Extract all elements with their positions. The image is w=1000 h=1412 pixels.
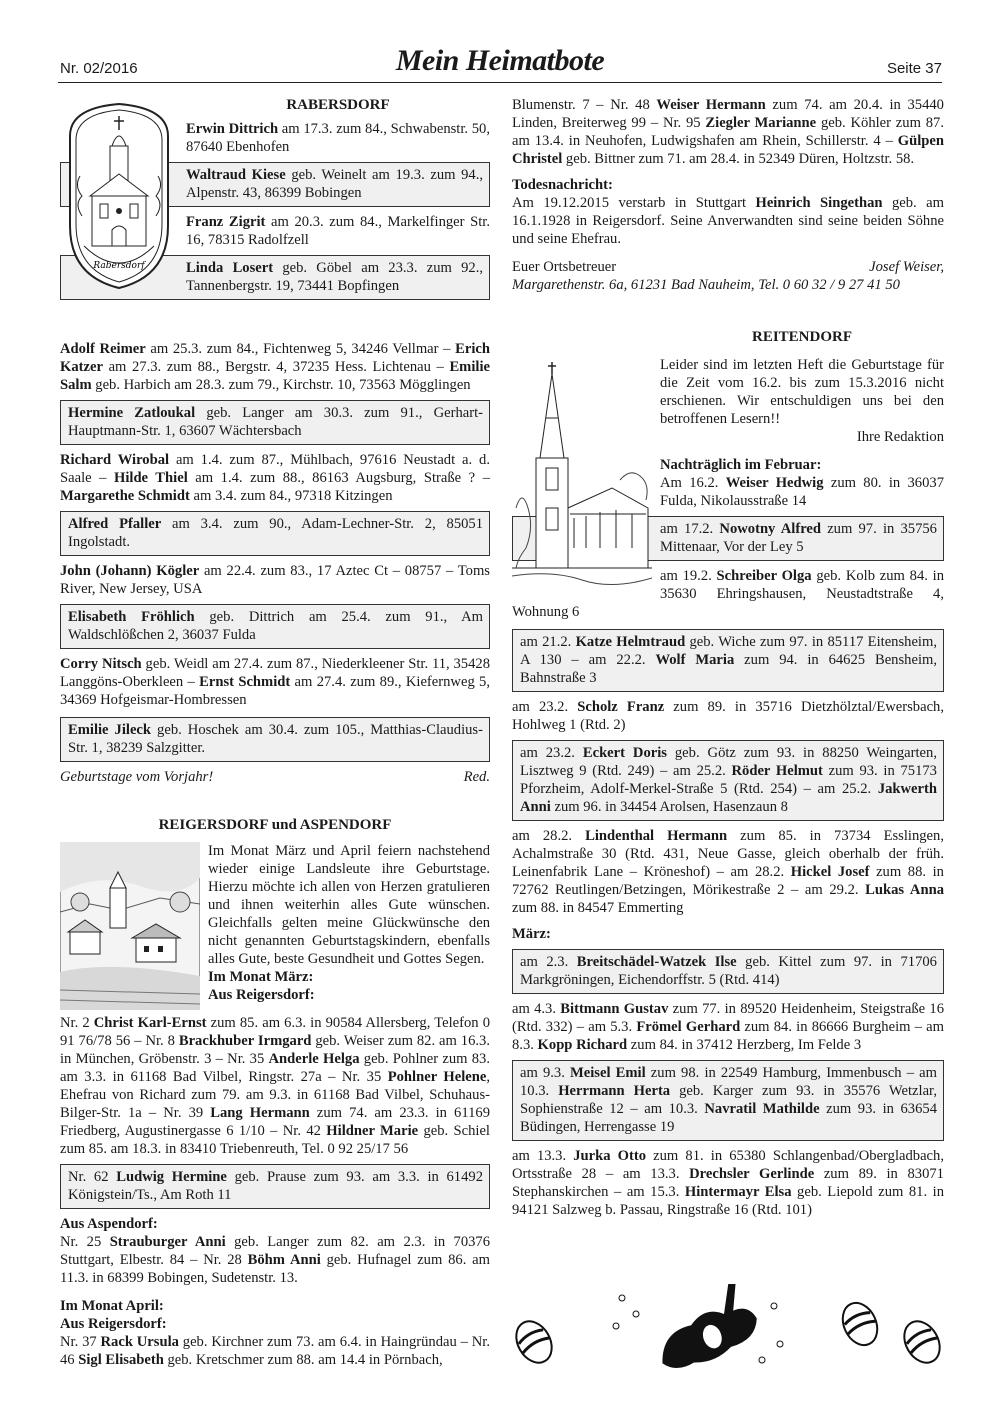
highlight-box: am 2.3. Breitschädel-Watzek Ilse geb. Kittel zum 97. in 71706 Markgröningen, Eichendorffstr. 5 (Rtd. 414) [512, 949, 944, 994]
birthday-paragraph: am 23.2. Scholz Franz zum 89. in 35716 Dietzhölztal/Ewersbach, Hohlweg 1 (Rtd. 2) [512, 699, 944, 733]
birthday-paragraph: am 4.3. Bittmann Gustav zum 77. in 89520 Heidenheim, Steigstraße 16 (Rtd. 332) – am 5.3. Frömel Gerhard zum 84. in 86666 Burgheim – am 8.3. Kopp Richard zum 84. in 37412 Herzberg, Im Felde 3 [512, 1001, 944, 1053]
right-column [512, 96, 944, 1219]
reitendorf-heading: REITENDORF [751, 329, 852, 345]
highlight-box: Hermine Zatloukal geb. Langer am 30.3. zum 91., Gerhart-Hauptmann-Str. 1, 63607 Wächtersbach [60, 400, 490, 445]
highlight-box: am 21.2. Katze Helmtraud geb. Wiche zum 97. in 85117 Eitensheim, A 130 – am 22.2. Wolf Maria zum 94. in 64625 Bensheim, Bahnstraße 3 [512, 629, 944, 692]
reitendorf-intro: Leider sind im letzten Heft die Geburtstage für die Zeit vom 16.2. bis zum 15.3.2016 nicht erschienen. Wir entschuldigen uns bei den betroffenen Lesern!! [660, 357, 944, 427]
easter-decoration [512, 1284, 944, 1374]
page-number: Seite 37 [886, 60, 942, 77]
birthday-paragraph: Corry Nitsch geb. Weidl am 27.4. zum 87., Niederkleener Str. 11, 35428 Langgöns-Oberkleen – Ernst Schmidt am 27.4. zum 89., Kiefernweg 5, 34369 Hofgeismar-Hombressen [60, 656, 491, 708]
ortsbetreuer-address: Margarethenstr. 6a, 61231 Bad Nauheim, Tel. 0 60 32 / 9 27 41 50 [512, 277, 900, 293]
birthday-paragraph: Blumenstr. 7 – Nr. 48 Weiser Hermann zum 74. am 20.4. in 35440 Linden, Breiterweg 99 – Nr. 95 Ziegler Marianne geb. Köhler zum 87. am 13.4. in Neuhofen, Ludwigshafen am Rhein, Schillerstr. 4 – Gülpen Christel geb. Bittner zum 71. am 28.4. in 52349 Düren, Holtzstr. 58. [512, 97, 944, 167]
birthday-paragraph: John (Johann) Kögler am 22.4. zum 83., 17 Aztec Ct – 08757 – Toms River, New Jersey, USA [60, 563, 490, 597]
village-landscape-icon [60, 842, 200, 1010]
rabersdorf-emblem [60, 96, 178, 292]
highlight-box: Elisabeth Fröhlich geb. Dittrich am 25.4. zum 91., Am Waldschlößchen 2, 36037 Fulda [60, 604, 490, 649]
easter-eggs-icon [512, 1284, 944, 1374]
month-heading-april: Im Monat April: [60, 1298, 164, 1314]
highlight-box: Linda Losert geb. Göbel am 23.3. zum 92., Tannenbergstr. 19, 73441 Bopfingen [60, 255, 490, 300]
birthday-paragraph: Adolf Reimer am 25.3. zum 84., Fichtenweg 5, 34246 Vellmar – Erich Katzer am 27.3. zum 88., Bergstr. 4, 37235 Hess. Lichtenau – Emilie Salm geb. Harbich am 28.3. zum 79., Kirchstr. 10, 73563 Mögglingen [60, 341, 490, 393]
village-image [60, 842, 200, 1010]
reigersdorf-intro-block [60, 842, 490, 1004]
reitendorf-editor: Ihre Redaktion [856, 429, 944, 445]
february-heading: Nachträglich im Februar: [660, 457, 822, 473]
reigersdorf-heading: REIGERSDORF und ASPENDORF [158, 817, 392, 833]
birthday-paragraph: Nr. 2 Christ Karl-Ernst zum 85. am 6.3. in 90584 Allersberg, Telefon 0 91 76/78 56 – Nr. 8 Brackhuber Irmgard geb. Weiser zum 82. am 16.3. in München, Gröbenstr. 3 – Nr. 35 Anderle Helga geb. Pohlner zum 83. am 3.3. in 61168 Bad Vilbel, Ringstr. 27a – Nr. 35 Pohlner Helene, Ehefrau von Richard zum 79. am 9.3. in 61168 Bad Vilbel, Schuhaus-Bilger-Str. 1a – Nr. 39 Lang Hermann zum 74. am 23.3. in 61169 Friedberg, Augustinergasse 6 1/10 – Nr. 42 Hildner Marie geb. Schiel zum 85. am 18.3. in 83410 Triebenreuth, Tel. 0 92 25/17 56 [60, 1015, 491, 1157]
reitendorf-section [512, 328, 944, 621]
village-heading-aspendorf: Aus Aspendorf: [60, 1216, 158, 1232]
birthday-entry: am 19.2. Schreiber Olga geb. Kolb zum 84. in 35630 Ehringshausen, Neustadtstraße 4, Wohnung 6 [512, 568, 944, 620]
highlight-box: Waltraud Kiese geb. Weinelt am 19.3. zum 94., Alpenstr. 43, 86399 Bobingen [60, 162, 490, 207]
birthday-entry: Am 16.2. Weiser Hedwig zum 80. in 36037 Fulda, Nikolausstraße 14 [660, 475, 944, 509]
church-emblem-icon [60, 96, 178, 292]
rabersdorf-signature: Geburtstage vom Vorjahr! Red. [60, 769, 490, 785]
highlight-box: am 9.3. Meisel Emil zum 98. in 22549 Hamburg, Immenbusch – am 10.3. Herrmann Herta geb. Karger zum 93. in 35576 Wetzlar, Sophienstraße 12 – am 10.3. Navratil Mathilde zum 93. in 63654 Büdingen, Herrengasse 19 [512, 1060, 944, 1141]
reitendorf-church-icon [512, 358, 652, 594]
village-heading-reigersdorf-2: Aus Reigersdorf: [60, 1316, 167, 1332]
highlight-box: Nr. 62 Ludwig Hermine geb. Prause zum 93. am 3.3. in 61492 Königstein/Ts., Am Roth 11 [60, 1164, 490, 1209]
march-heading: März: [512, 926, 551, 942]
village-heading-reigersdorf: Aus Reigersdorf: [208, 987, 315, 1003]
birthday-entry: Franz Zigrit am 20.3. zum 84., Markelfinger Str. 16, 78315 Radolfzell [186, 214, 490, 248]
month-heading-maerz: Im Monat März: [208, 969, 314, 985]
rabersdorf-heading: RABERSDORF [286, 97, 390, 113]
left-column [60, 96, 490, 1369]
highlight-box: am 17.2. Nowotny Alfred zum 97. in 35756 Mittenaar, Vor der Ley 5 [512, 516, 944, 561]
reigersdorf-intro: Im Monat März und April feiern nachstehend wieder einige Landsleute ihre Geburtstage. Hierzu möchte ich allen von Herzen gratulieren und ihnen weiterhin alles Gute wünschen. Gleichfalls gelten meine Glückwünsche den nicht genannten Geburtstagskindern, ebenfalls alles Gute, beste Gesundheit und Gottes Segen. [208, 843, 490, 967]
highlight-box: Alfred Pfaller am 3.4. zum 90., Adam-Lechner-Str. 2, 85051 Ingolstadt. [60, 511, 490, 556]
birthday-entry: Erwin Dittrich am 17.3. zum 84., Schwabenstr. 50, 87640 Ebenhofen [186, 121, 490, 155]
death-notice: Am 19.12.2015 verstarb in Stuttgart Heinrich Singethan geb. am 16.1.1928 in Reigersdorf. Seine Anverwandten sind seine beiden Söhne und seine Ehefrau. [512, 195, 944, 247]
birthday-paragraph: am 28.2. Lindenthal Hermann zum 85. in 73734 Esslingen, Achalmstraße 30 (Rtd. 431, Neue Gasse, gleich oberhalb der früh. Leinenfabrik Lane – Kröneshof) – am 28.2. Hickel Josef zum 88. in 72762 Reutlingen/Betzingen, Mörikestraße 2 – am 29.2. Lukas Anna zum 88. in 84547 Emmerting [512, 828, 944, 916]
highlight-box: am 23.2. Eckert Doris geb. Götz zum 93. in 88250 Weingarten, Lisztweg 9 (Rtd. 249) – am 25.2. Röder Helmut zum 93. in 75173 Pforzheim, Adolf-Merkel-Straße 5 (Rtd. 254) – am 25.2. Jakwerth Anni zum 96. in 34454 Arolsen, Hasenzaun 8 [512, 740, 944, 821]
highlight-box: Emilie Jileck geb. Hoschek am 30.4. zum 105., Matthias-Claudius-Str. 1, 38239 Salzgitter. [60, 717, 490, 762]
birthday-paragraph: Nr. 37 Rack Ursula geb. Kirchner zum 73. am 6.4. in Haingründau – Nr. 46 Sigl Elisabeth geb. Kretschmer zum 88. am 14.4 in Pörnbach, [60, 1334, 490, 1368]
magazine-title: Mein Heimatbote [395, 44, 605, 77]
reitendorf-church-image [512, 358, 652, 594]
birthday-paragraph: Richard Wirobal am 1.4. zum 87., Mühlbach, 97616 Neustadt a. d. Saale – Hilde Thiel am 1.4. zum 88., 86163 Augsburg, Straße ? – Margarethe Schmidt am 3.4. zum 84., 97318 Kitzingen [60, 452, 490, 504]
ortsbetreuer-signature: Euer Ortsbetreuer Josef Weiser, [512, 259, 944, 275]
death-notice-heading: Todesnachricht: [512, 177, 613, 193]
svg-text:Rabersdorf: Rabersdorf [93, 261, 145, 271]
rabersdorf-top [60, 96, 490, 340]
header-rule [58, 82, 942, 83]
birthday-paragraph: Nr. 25 Strauburger Anni geb. Langer zum 82. am 2.3. in 70376 Stuttgart, Elbestr. 84 – Nr. 28 Böhm Anni geb. Hufnagel zum 86. am 11.3. in 68399 Bobingen, Sudetenstr. 13. [60, 1234, 491, 1286]
birthday-paragraph: am 13.3. Jurka Otto zum 81. in 65380 Schlangenbad/Obergladbach, Ortsstraße 28 – am 13.3. Drechsler Gerlinde zum 89. in 83071 Stephanskirchen – am 15.3. Hintermayr Elsa geb. Liepold zum 81. in 94121 Salzweg b. Passau, Ringstraße 16 (Rtd. 101) [512, 1148, 945, 1218]
issue-number: Nr. 02/2016 [60, 60, 138, 77]
